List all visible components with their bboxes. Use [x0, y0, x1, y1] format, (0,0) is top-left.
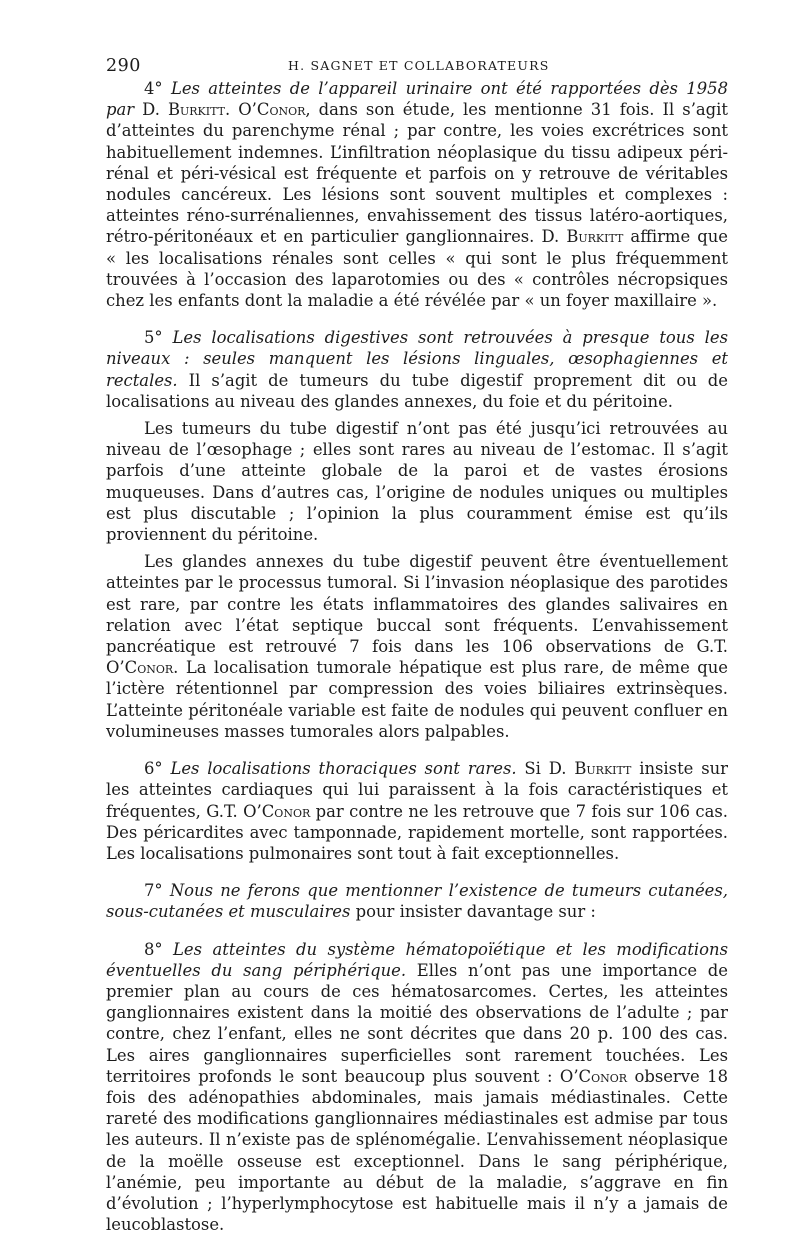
page-number: 290	[106, 56, 141, 76]
section-number: 7°	[144, 881, 163, 901]
author-name: O’Conor	[238, 100, 306, 120]
page-header	[106, 52, 728, 78]
paragraph-cutaneous	[106, 880, 728, 922]
page	[106, 52, 728, 1235]
body-text: Elles n’ont pas une importance de premier plan au cours de ces hématosarcomes. Certes, les atteintes ganglionnaires existent dans la moitié des observations de l’adulte ; par contre, chez l’enfant, elles ne sont décrites que dans 20 p. 100 des cas. Les aires ganglionnaires superficielles sont rarement touchées. Les territoires profonds le sont beaucoup plus souvent :	[106, 960, 728, 1086]
body-text: Il s’agit de tumeurs du tube digestif proprement dit ou de localisations au niveau des glandes annexes, du foie et du péritoine.	[106, 370, 728, 411]
section-number: 4°	[144, 79, 163, 98]
body-text: . La localisation tumorale hépatique est plus rare, de même que l’ictère rétentionnel par compression des voies biliaires extrinsèques. L’atteinte péritonéale variable est faite de nodules qui peuvent confluer en volumineuses masses tumorales alors palpables.	[106, 658, 728, 741]
author-name: O’Conor	[243, 801, 311, 821]
author-name: Burkitt	[574, 759, 632, 779]
body-text: affirme que « les localisations rénales sont celles « qui sont le plus fréquemment trouvées à l’occasion des laparotomies ou des « contrôles nécropsiques chez les enfants dont la maladie a été révélée par « un foyer maxillaire ».	[106, 227, 728, 311]
section-title: Les localisations digestives sont retrouvées à presque tous les niveaux : seules manquent les lésions linguales, œsophagiennes et rectales.	[106, 328, 728, 390]
author-name: Burkitt	[566, 227, 624, 247]
author-name: D. Burkitt	[142, 100, 225, 120]
author-name: O’Conor	[559, 1066, 628, 1086]
paragraph-thoracic	[106, 758, 728, 864]
body-text: observe 18 fois des adénopathies abdominales, mais jamais médiastinales. Cette rareté des modifications ganglionnaires médiastinales est admise par tous les auteurs. Il n’existe pas de splénomégalie. L’envahissement néoplasique de la moëlle osseuse est exceptionnel. Dans le sang périphérique, l’anémie, peu importante au début de la maladie, s’aggrave en fin d’évolution ; l’hyperlymphocytose est habituelle mais il n’y a jamais de leucoblastose.	[106, 1066, 728, 1235]
section-title: Les atteintes de l’appareil urinaire ont été rapportées dès 1958 par	[106, 79, 729, 120]
paragraph-urinary	[106, 78, 728, 311]
body-text: insiste sur les atteintes cardiaques qui lui paraissent à la fois caractéristiques et fréquentes, G.T.	[106, 759, 729, 821]
section-number: 6°	[144, 759, 163, 779]
body-text: , dans son étude, les mentionne 31 fois. Il s’agit d’atteintes du parenchyme rénal ; par contre, les voies excrétrices sont habituellement indemnes. L’infiltration néoplasique du tissu adipeux péri-rénal et péri-vésical est fréquente et parfois on y retrouve de véritables nodules cancéreux. Les lésions sont souvent multiples et complexes : atteintes réno-surrénaliennes, envahissement des tissus latéro-aortiques, rétro-péritonéaux et en particulier ganglionnaires. D.	[106, 100, 728, 247]
paragraph-digestive-tube: Les tumeurs du tube digestif n’ont pas été jusqu’ici retrouvées au niveau de l’œsophage ; elles sont rares au niveau de l’estomac. Il s’agit parfois d’une atteinte globale de la paroi et de vastes érosions muqueuses. Dans d’autres cas, l’origine de nodules uniques ou multiples est plus discutable ; l’opinion la plus couramment émise est qu’ils proviennent du péritoine.	[106, 419, 728, 545]
body-text: .	[225, 100, 239, 120]
body-text: pour insister davantage sur :	[350, 902, 596, 922]
section-number: 5°	[144, 328, 163, 348]
paragraph-hematopoietic	[106, 939, 728, 1235]
section-title: Nous ne ferons que mentionner l’existence de tumeurs cutanées, sous-cutanées et musculaires	[106, 881, 728, 922]
section-title: Les localisations thoraciques sont rares.	[170, 759, 517, 779]
body-text: Les glandes annexes du tube digestif peuvent être éventuellement atteintes par le processus tumoral. Si l’invasion néoplasique des parotides est rare, par contre les états inflammatoires des glandes salivaires en relation avec l’état septique buccal sont fréquents. L’envahissement pancréatique est retrouvé 7 fois dans les 106 observations de G.T.	[106, 552, 728, 657]
paragraph-annex-glands	[106, 551, 728, 742]
running-title: H. SAGNET ET COLLABORATEURS	[288, 58, 550, 73]
body-text: par contre ne les retrouve que 7 fois sur 106 cas. Des péricardites avec tamponnade, rapidement mortelle, sont rapportées. Les localisations pulmonaires sont tout à fait exceptionnelles.	[106, 801, 729, 863]
paragraph-digestive	[106, 327, 728, 412]
author-name: O’Conor	[106, 658, 174, 678]
body-text: Si D.	[516, 759, 575, 779]
section-title: Les atteintes du système hématopoïétique et les modifications éventuelles du sang périphérique.	[106, 939, 728, 980]
section-number: 8°	[144, 939, 163, 959]
